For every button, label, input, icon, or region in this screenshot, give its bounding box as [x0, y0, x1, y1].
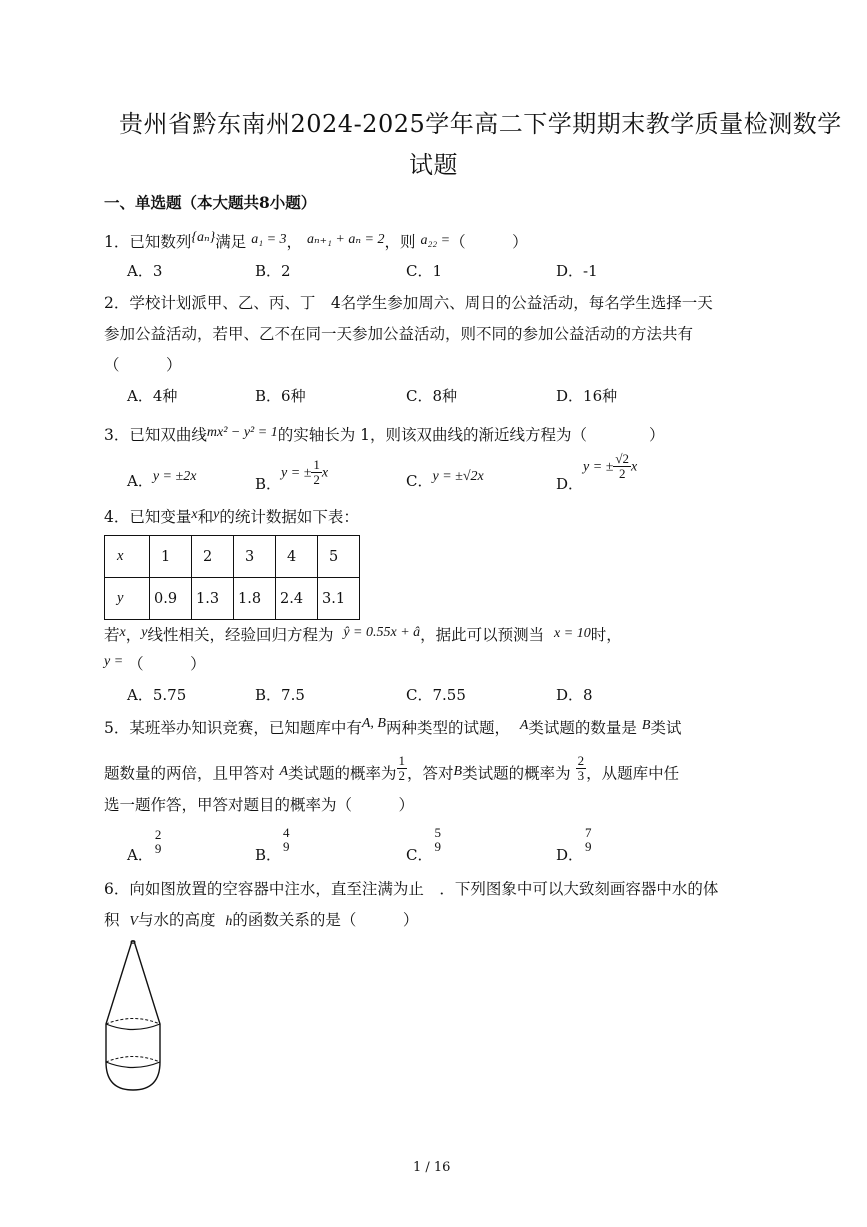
- q5-option-letter: B．: [255, 846, 282, 864]
- q2-line2: 参加公益活动，若甲、乙不在同一天参加公益活动，则不同的参加公益活动的方法共有: [104, 325, 694, 343]
- q3-option-a-formula: y = ±2x: [152, 469, 197, 484]
- table-row: [105, 536, 360, 578]
- q5-text: 两种类型的试题，: [385, 719, 510, 737]
- q3-option-d-lhs: y = ±: [583, 459, 614, 475]
- q4-line2: [104, 623, 622, 645]
- q4-condition: x = 10: [554, 626, 591, 641]
- q6-line1: 6．向如图放置的空容器中注水，直至注满为止 ．下列图象中可以大致刻画容器中水的体: [104, 880, 719, 898]
- q5-option-c-fraction: [432, 826, 443, 854]
- q3-equation: mx² − y² = 1: [206, 425, 278, 440]
- q4-text: 线性相关，经验回归方程为: [147, 626, 334, 644]
- q5-var-a: A: [279, 763, 289, 779]
- q4-text: ，据此可以预测当: [420, 626, 545, 644]
- q6-text: 的函数关系的是（ ）: [232, 911, 419, 929]
- q3-option-c-formula: y = ±√2x: [432, 469, 484, 484]
- q1-text: 1．已知数列: [104, 233, 192, 251]
- q5-text: 类试题的概率为: [462, 764, 571, 783]
- q3-option-d-fraction: [613, 452, 631, 481]
- q5-option-letter: A．: [127, 846, 153, 864]
- q3-text: 3．已知双曲线: [104, 426, 207, 444]
- q5-option-b: [255, 825, 292, 864]
- q4-option-a: A．5.75: [127, 686, 187, 704]
- table-cell: 3.1: [318, 578, 360, 620]
- q2-line1: 2．学校计划派甲、乙、丙、丁 4名学生参加周六、周日的公益活动，每名学生选择一天: [104, 294, 713, 312]
- q5-var-a: A: [519, 718, 529, 733]
- q5-line2: [104, 753, 680, 789]
- q6-line2: [104, 908, 418, 930]
- data-table: [104, 535, 360, 620]
- q5-option-a: [127, 827, 163, 864]
- q5-var-b: B: [453, 763, 463, 779]
- fraction-denominator: 9: [434, 839, 441, 854]
- q3-option-c: [406, 470, 484, 491]
- q4-text: 和: [197, 508, 214, 526]
- q4-var-x: x: [191, 507, 198, 522]
- q3-option-b-var: x: [321, 465, 329, 481]
- q3-option-a: [127, 470, 196, 491]
- table-cell: 1.3: [192, 578, 234, 620]
- q3-option-b-lhs: y = ±: [281, 465, 312, 481]
- q5-prob-b-fraction: [576, 754, 587, 783]
- q3-option-b: [255, 457, 329, 493]
- q3-text: 的实轴长为 1，则该双曲线的渐近线方程为（ ）: [277, 426, 665, 444]
- q2-option-b: B．6种: [255, 387, 306, 405]
- q3-option-letter: C．: [406, 472, 433, 490]
- container-upper-rim-back: [106, 1019, 160, 1025]
- q4-text: 4．已知变量: [104, 508, 192, 526]
- q1-condition-recurrence: aₙ₊₁ + aₙ = 2: [306, 232, 385, 247]
- table-cell: 4: [276, 536, 318, 578]
- table-cell: 2.4: [276, 578, 318, 620]
- table-cell: 1: [150, 536, 192, 578]
- q5-var-b: B: [641, 718, 651, 733]
- fraction-denominator: 9: [154, 841, 162, 856]
- section-heading: 一、单选题（本大题共8小题）: [104, 193, 317, 212]
- q1-condition-a1: a₁ = 3: [251, 232, 287, 247]
- container-lower-rim-back: [106, 1057, 160, 1063]
- q4-regression-equation: ŷ = 0.55x + â: [343, 625, 421, 640]
- q4-line3: [104, 652, 206, 674]
- q3-option-letter: A．: [127, 472, 153, 490]
- q4-paren: （ ）: [128, 655, 206, 673]
- fraction-denominator: 2: [398, 768, 406, 783]
- q1-sequence: {aₙ}: [191, 230, 216, 245]
- table-cell: 3: [234, 536, 276, 578]
- fraction-numerator: 4: [283, 825, 290, 840]
- table-cell: 5: [318, 536, 360, 578]
- fraction-denominator: 3: [577, 768, 585, 783]
- q3-option-d-var: x: [631, 459, 638, 475]
- q5-option-d: [556, 825, 594, 864]
- q6-text: 与水的高度: [137, 911, 216, 929]
- q5-text: 类试: [650, 719, 682, 737]
- fraction-numerator: √2: [615, 451, 630, 466]
- q5-line3: 选一题作答，甲答对题目的概率为（ ）: [104, 796, 415, 814]
- q4-text: 的统计数据如下表：: [219, 508, 359, 526]
- question-1: [104, 230, 528, 252]
- q3-option-letter: B．: [255, 474, 282, 493]
- q4-text: 时，: [590, 626, 622, 644]
- q4-option-c: C．7.55: [406, 686, 466, 704]
- table-row: [105, 578, 360, 620]
- fraction-numerator: 2: [154, 827, 162, 842]
- q1-separator: ，: [286, 233, 303, 251]
- document-title-line2: 试题: [409, 151, 458, 179]
- q1-option-d: D．-1: [556, 262, 598, 280]
- q5-text: 类试题的概率为: [288, 764, 397, 783]
- table-cell: 2: [192, 536, 234, 578]
- q5-option-a-fraction: [153, 828, 164, 856]
- q3-option-d: [556, 451, 638, 493]
- table-cell: y: [105, 578, 150, 620]
- fraction-numerator: 1: [398, 753, 406, 768]
- q4-option-b: B．7.5: [255, 686, 305, 704]
- q1-text: 满足: [215, 233, 247, 251]
- fraction-denominator: 2: [313, 472, 320, 487]
- fraction-denominator: 2: [618, 466, 626, 481]
- q1-option-b: B．2: [255, 262, 291, 280]
- document-title-line1: 贵州省黔东南州2024-2025学年高二下学期期末教学质量检测数学: [119, 110, 842, 138]
- fraction-denominator: 9: [585, 839, 592, 854]
- table-cell: 0.9: [150, 578, 192, 620]
- table-cell: x: [105, 536, 150, 578]
- q5-text: ，从题库中任: [586, 764, 680, 783]
- q5-option-d-fraction: [583, 826, 594, 854]
- q4-text: 若: [104, 626, 120, 644]
- q1-option-a: A．3: [127, 262, 163, 280]
- fraction-numerator: 5: [434, 825, 441, 840]
- q4-option-d: D．8: [556, 686, 593, 704]
- q4-text: ，: [125, 626, 142, 644]
- q4-var-x: x: [119, 625, 126, 640]
- q5-line1: [104, 716, 681, 738]
- q5-prob-a-fraction: [397, 754, 408, 783]
- q2-option-d: D．16种: [556, 387, 618, 405]
- fraction-numerator: 7: [585, 825, 592, 840]
- q5-text: 5．某班举办知识竞赛，已知题库中有: [104, 719, 362, 737]
- q1-paren: （ ）: [450, 233, 528, 251]
- q6-text: 积: [104, 911, 120, 929]
- q5-option-c: [406, 825, 443, 864]
- q6-var-v: V: [129, 914, 138, 929]
- q5-text: ，答对: [407, 764, 454, 783]
- fraction-numerator: 2: [577, 753, 585, 768]
- table-cell: 1.8: [234, 578, 276, 620]
- question-3: [104, 423, 665, 445]
- q3-option-letter: D．: [556, 474, 584, 493]
- q6-var-h: h: [225, 914, 233, 929]
- q5-option-b-fraction: [281, 826, 292, 854]
- fraction-numerator: 1: [313, 457, 320, 472]
- q5-option-letter: C．: [406, 846, 433, 864]
- q5-option-letter: D．: [556, 846, 584, 864]
- q5-text: 类试题的数量是: [528, 719, 637, 737]
- q3-option-b-fraction: [311, 458, 322, 487]
- q4-var-y: y: [141, 625, 148, 640]
- q2-option-a: A．4种: [127, 387, 178, 405]
- q2-option-c: C．8种: [406, 387, 458, 405]
- q1-text: ，则: [384, 233, 416, 251]
- container-upper-rim-front: [106, 1024, 160, 1030]
- container-lower-rim-front: [106, 1062, 160, 1068]
- question-4: [104, 505, 359, 527]
- q5-types: A, B: [361, 716, 386, 731]
- q2-line3: （ ）: [104, 356, 182, 374]
- q5-text: 题数量的两倍，且甲答对: [104, 764, 275, 783]
- q1-ask: a₂₂ =: [420, 233, 451, 248]
- page-number: 1 / 16: [413, 1160, 451, 1175]
- container-figure: [98, 938, 168, 1098]
- q4-ask: y =: [104, 654, 124, 669]
- q1-option-c: C．1: [406, 262, 443, 280]
- q4-var-y: y: [213, 507, 220, 522]
- fraction-denominator: 9: [283, 839, 290, 854]
